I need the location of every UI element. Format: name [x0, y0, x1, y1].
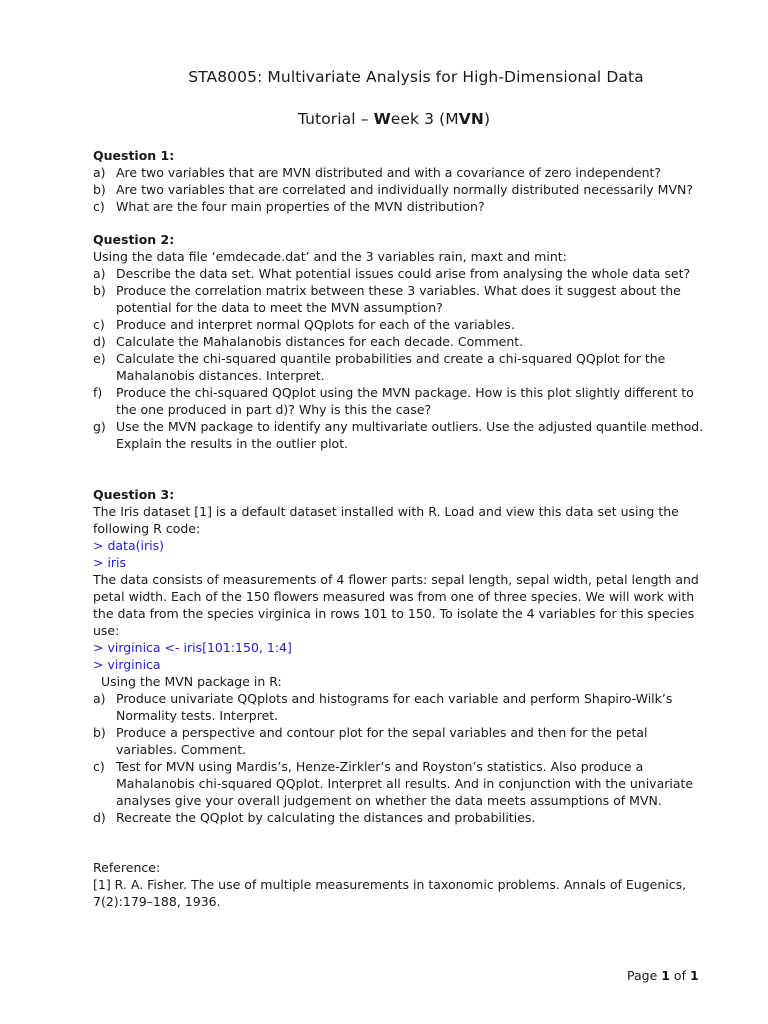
list-item	[93, 384, 705, 418]
page-current: 1	[661, 968, 670, 983]
item-text: Recreate the QQplot by calculating the distances and probabilities.	[116, 810, 536, 825]
item-label: a)	[93, 165, 106, 180]
item-text: Produce and interpret normal QQplots for each of the variables.	[116, 317, 515, 332]
list-item	[93, 724, 705, 758]
code-line: > data(iris)	[93, 538, 164, 553]
item-label: f)	[93, 385, 103, 400]
page-number	[627, 968, 699, 983]
of-word: of	[669, 968, 690, 983]
question-1-heading: Question 1:	[93, 148, 175, 163]
document-title: STA8005: Multivariate Analysis for High-Dimensional Data	[188, 68, 644, 86]
question-3-lead: Using the MVN package in R:	[101, 674, 282, 689]
subtitle-prefix: Tutorial –	[297, 110, 374, 128]
item-text: Calculate the chi-squared quantile probabilities and create a chi-squared QQplot for the Mahalanobis distances. Interpret.	[116, 351, 666, 383]
document-subtitle	[0, 110, 768, 128]
reference-text: [1] R. A. Fisher. The use of multiple measurements in taxonomic problems. Annals of Eugenics, 7(2):179–188, 1936.	[93, 877, 687, 909]
subtitle-mid: eek 3 (M	[390, 110, 459, 128]
item-label: d)	[93, 810, 106, 825]
subtitle-bold-v: V	[458, 110, 471, 128]
item-label: g)	[93, 419, 106, 434]
question-3-paragraph: The data consists of measurements of 4 flower parts: sepal length, sepal width, petal length and petal width. Each of the 150 flowers measured was from one of three species. We will work with the data from the species virginica in rows 101 to 150. To isolate the 4 variables for this species use:	[93, 572, 699, 638]
question-2-heading: Question 2:	[93, 232, 175, 247]
item-text: Test for MVN using Mardis’s, Henze-Zirkler’s and Royston’s statistics. Also produce a Mahalanobis chi-squared QQplot. Interpret all results. And in conjunction with the univariate analyses give your overall judgement on whether the data meets assumptions of MVN.	[116, 759, 694, 808]
code-line: > virginica <- iris[101:150, 1:4]	[93, 640, 292, 655]
page-word: Page	[627, 968, 662, 983]
item-text: Calculate the Mahalanobis distances for each decade. Comment.	[116, 334, 524, 349]
item-text: Produce a perspective and contour plot for the sepal variables and then for the petal variables. Comment.	[116, 725, 648, 757]
item-label: c)	[93, 759, 105, 774]
list-item	[93, 265, 705, 282]
item-label: b)	[93, 182, 106, 197]
question-3-intro: The Iris dataset [1] is a default dataset installed with R. Load and view this data set using the following R code:	[93, 504, 679, 536]
list-item	[93, 690, 705, 724]
item-text: Produce the correlation matrix between these 3 variables. What does it suggest about the potential for the data to meet the MVN assumption?	[116, 283, 681, 315]
page-total: 1	[689, 968, 699, 983]
list-item	[93, 198, 705, 215]
item-label: d)	[93, 334, 106, 349]
question-3-heading: Question 3:	[93, 487, 175, 502]
list-item	[93, 316, 705, 333]
subtitle-bold-w: W	[373, 110, 391, 128]
list-item	[93, 164, 705, 181]
item-label: e)	[93, 351, 106, 366]
reference-heading: Reference:	[93, 860, 161, 875]
item-text: What are the four main properties of the MVN distribution?	[116, 199, 485, 214]
item-label: a)	[93, 691, 106, 706]
document-body	[93, 147, 705, 910]
item-label: a)	[93, 266, 106, 281]
item-text: Are two variables that are MVN distributed and with a covariance of zero independent?	[116, 165, 662, 180]
item-text: Describe the data set. What potential issues could arise from analysing the whole data set?	[116, 266, 691, 281]
list-item	[93, 350, 705, 384]
code-line: > virginica	[93, 657, 161, 672]
list-item	[93, 333, 705, 350]
subtitle-suffix: )	[483, 110, 491, 128]
subtitle-bold-n: N	[470, 110, 484, 128]
list-item	[93, 181, 705, 198]
list-item	[93, 418, 705, 452]
item-text: Produce univariate QQplots and histograms for each variable and perform Shapiro-Wilk’s Normality tests. Interpret.	[116, 691, 673, 723]
list-item	[93, 282, 705, 316]
code-line: > iris	[93, 555, 127, 570]
list-item	[93, 758, 705, 809]
item-label: c)	[93, 317, 105, 332]
item-text: Produce the chi-squared QQplot using the MVN package. How is this plot slightly different to the one produced in part d)? Why is this the case?	[116, 385, 694, 417]
item-label: c)	[93, 199, 105, 214]
question-2-intro: Using the data file ‘emdecade.dat’ and the 3 variables rain, maxt and mint:	[93, 249, 567, 264]
item-text: Are two variables that are correlated and individually normally distributed necessarily MVN?	[116, 182, 693, 197]
item-label: b)	[93, 283, 106, 298]
list-item	[93, 809, 705, 826]
item-text: Use the MVN package to identify any multivariate outliers. Use the adjusted quantile method. Explain the results in the outlier plot.	[116, 419, 704, 451]
item-label: b)	[93, 725, 106, 740]
